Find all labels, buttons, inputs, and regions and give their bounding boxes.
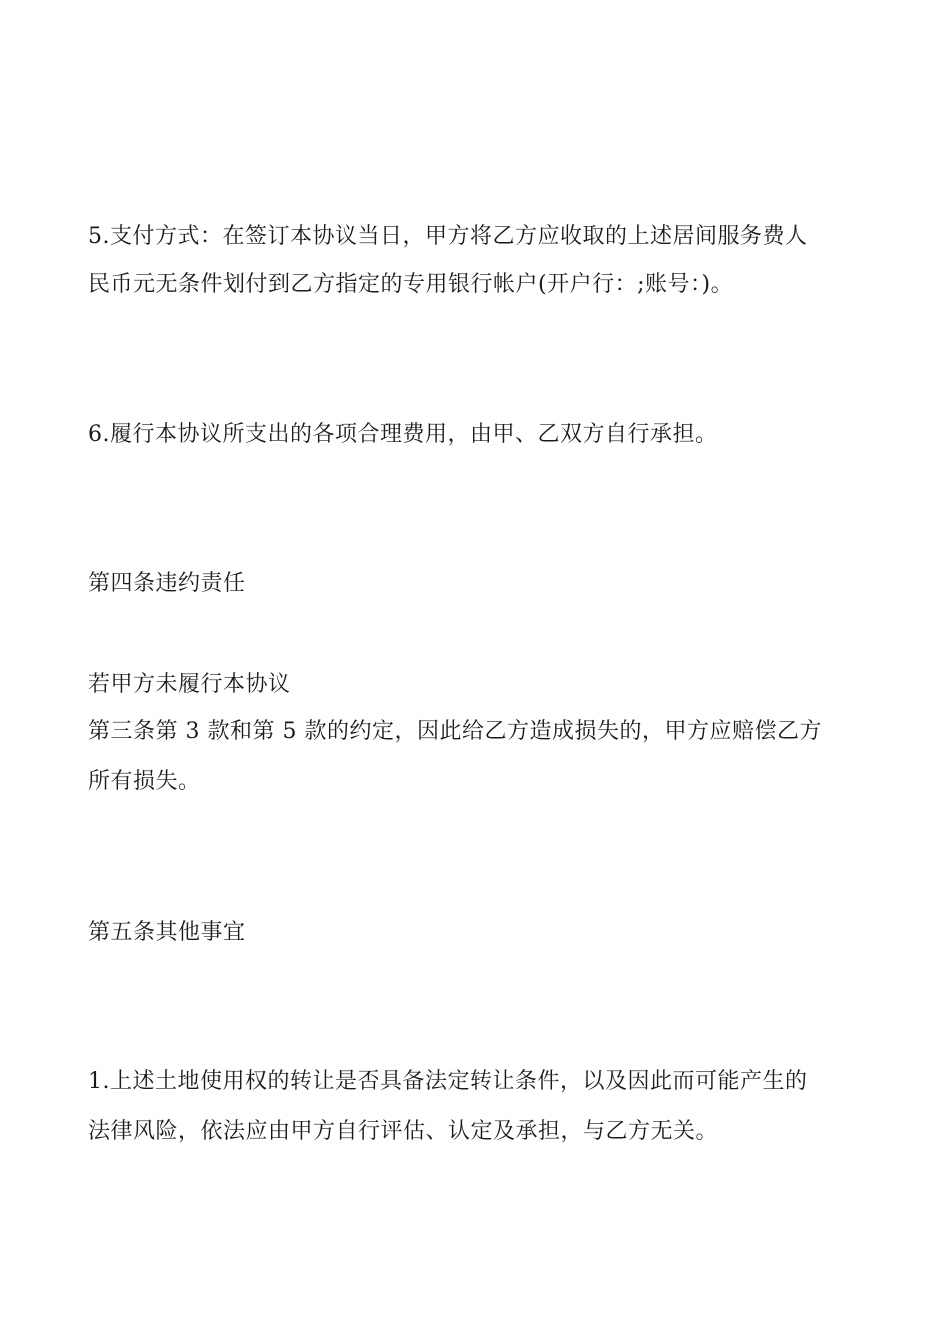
article-4-heading: 第四条违约责任 bbox=[88, 571, 246, 596]
clause-5-line-2: 民币元无条件划付到乙方指定的专用银行帐户(开户行：;账号：)。 bbox=[88, 272, 734, 297]
article-4-line-1: 若甲方未履行本协议 bbox=[88, 672, 291, 697]
article-5-heading: 第五条其他事宜 bbox=[88, 920, 246, 945]
article-5-item-1-line-2: 法律风险，依法应由甲方自行评估、认定及承担，与乙方无关。 bbox=[88, 1119, 719, 1144]
article-4-line-2: 第三条第 3 款和第 5 款的约定，因此给乙方造成损失的，甲方应赔偿乙方 bbox=[88, 719, 822, 744]
clause-5-line-1: 5.支付方式：在签订本协议当日，甲方将乙方应收取的上述居间服务费人 bbox=[88, 224, 808, 249]
clause-6-line-1: 6.履行本协议所支出的各项合理费用，由甲、乙双方自行承担。 bbox=[88, 422, 718, 447]
article-4-line-3: 所有损失。 bbox=[88, 769, 201, 794]
article-5-item-1-line-1: 1.上述土地使用权的转让是否具备法定转让条件，以及因此而可能产生的 bbox=[88, 1069, 808, 1094]
